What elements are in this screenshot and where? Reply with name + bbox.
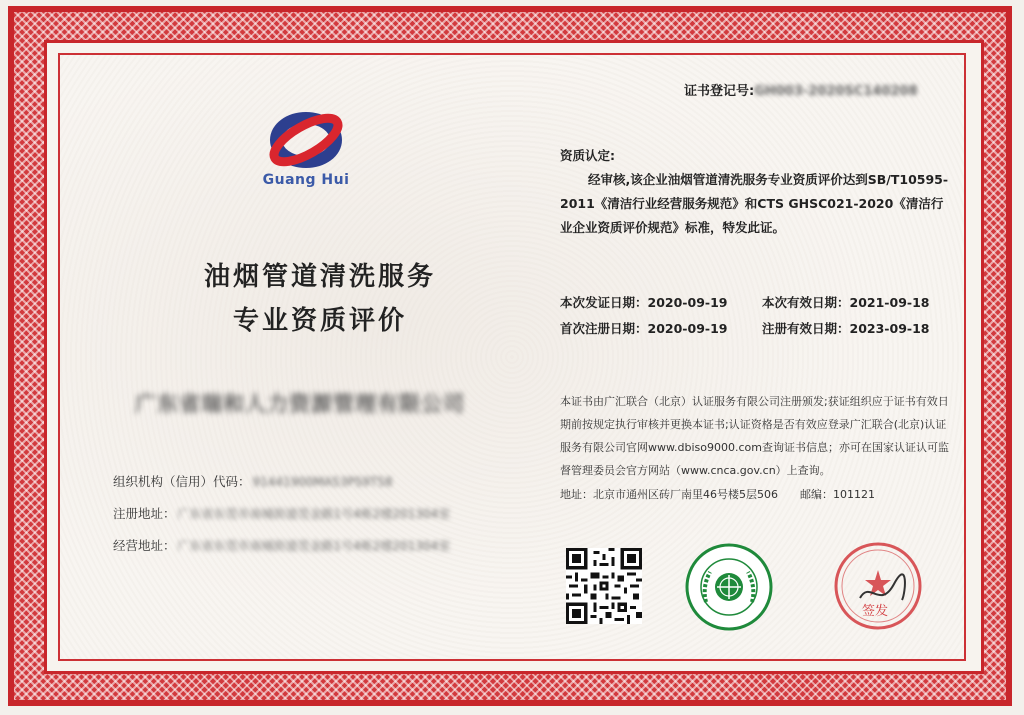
content-panel (58, 53, 966, 661)
certificate-title: 油烟管道清洗服务 (203, 262, 436, 291)
certificate-subtitle: 专业资质评价 (232, 306, 407, 335)
qr-code-icon[interactable] (566, 548, 642, 624)
reg-no-value: GH003-2020SC140208 (754, 84, 918, 99)
zip-text: 邮编：101121 (800, 488, 875, 501)
reg-valid-label: 注册有效日期： (762, 321, 850, 336)
reg-no-label: 证书登记号: (684, 84, 755, 99)
issue-date-value: 2020-09-19 (647, 295, 728, 310)
biz-address-row (113, 536, 450, 554)
issue-date-label: 本次发证日期： (560, 295, 648, 310)
reg-address-label: 注册地址： (113, 506, 176, 521)
logo-text: Guang Hui (262, 172, 350, 188)
biz-address-value: 广东省东莞市南城街道莞金路1号4栋2楼201304室 (177, 539, 451, 553)
address-text: 地址：北京市通州区砖厂南里46号楼5层506 (560, 488, 778, 501)
reg-address-value: 广东省东莞市南城街道莞金路1号4栋2楼201304室 (177, 507, 451, 521)
registration-number (684, 80, 918, 99)
certificate-note: 本证书由广汇联合（北京）认证服务有限公司注册颁发;获证组织应于证书有效日期前按规定执行审核并更换本证书;认证资格是否有效应登录广汇联合(北京)认证服务有限公司官网www.dbiso9000.com查询证书信息；亦可在国家认证认可监督管理委员会官方网站（www.cnca.gov.cn）上查询。 (560, 395, 949, 477)
recognition-body: 经审核,该企业油烟管道清洗服务专业资质评价达到SB/T10595-2011《清洁行业经营服务规范》和CTS GHSC021-2020《清洁行业企业资质评价规范》标准，特发此证。 (560, 172, 949, 235)
reg-address-row (113, 504, 450, 522)
org-code-row (113, 472, 393, 490)
first-reg-date (560, 319, 727, 337)
company-name: 广东省瑞和人力资源管理有限公司 (135, 392, 465, 416)
first-reg-label: 首次注册日期： (560, 321, 648, 336)
issuer-address (560, 486, 875, 502)
first-reg-value: 2020-09-19 (647, 321, 728, 336)
reg-valid-value: 2023-09-18 (849, 321, 930, 336)
reg-valid-date (762, 319, 929, 337)
issue-date (560, 293, 727, 311)
org-code-label: 组织机构（信用）代码： (113, 474, 251, 489)
cleaning-association-seal-icon (684, 542, 774, 632)
valid-date-label: 本次有效日期： (762, 295, 850, 310)
biz-address-label: 经营地址： (113, 538, 176, 553)
valid-date (762, 293, 929, 311)
issued-text: 签发 (862, 604, 889, 619)
valid-date-value: 2021-09-18 (849, 295, 930, 310)
recognition-label: 资质认定: (560, 148, 615, 163)
org-code-value: 91441900MA53PS9T58 (252, 475, 393, 489)
